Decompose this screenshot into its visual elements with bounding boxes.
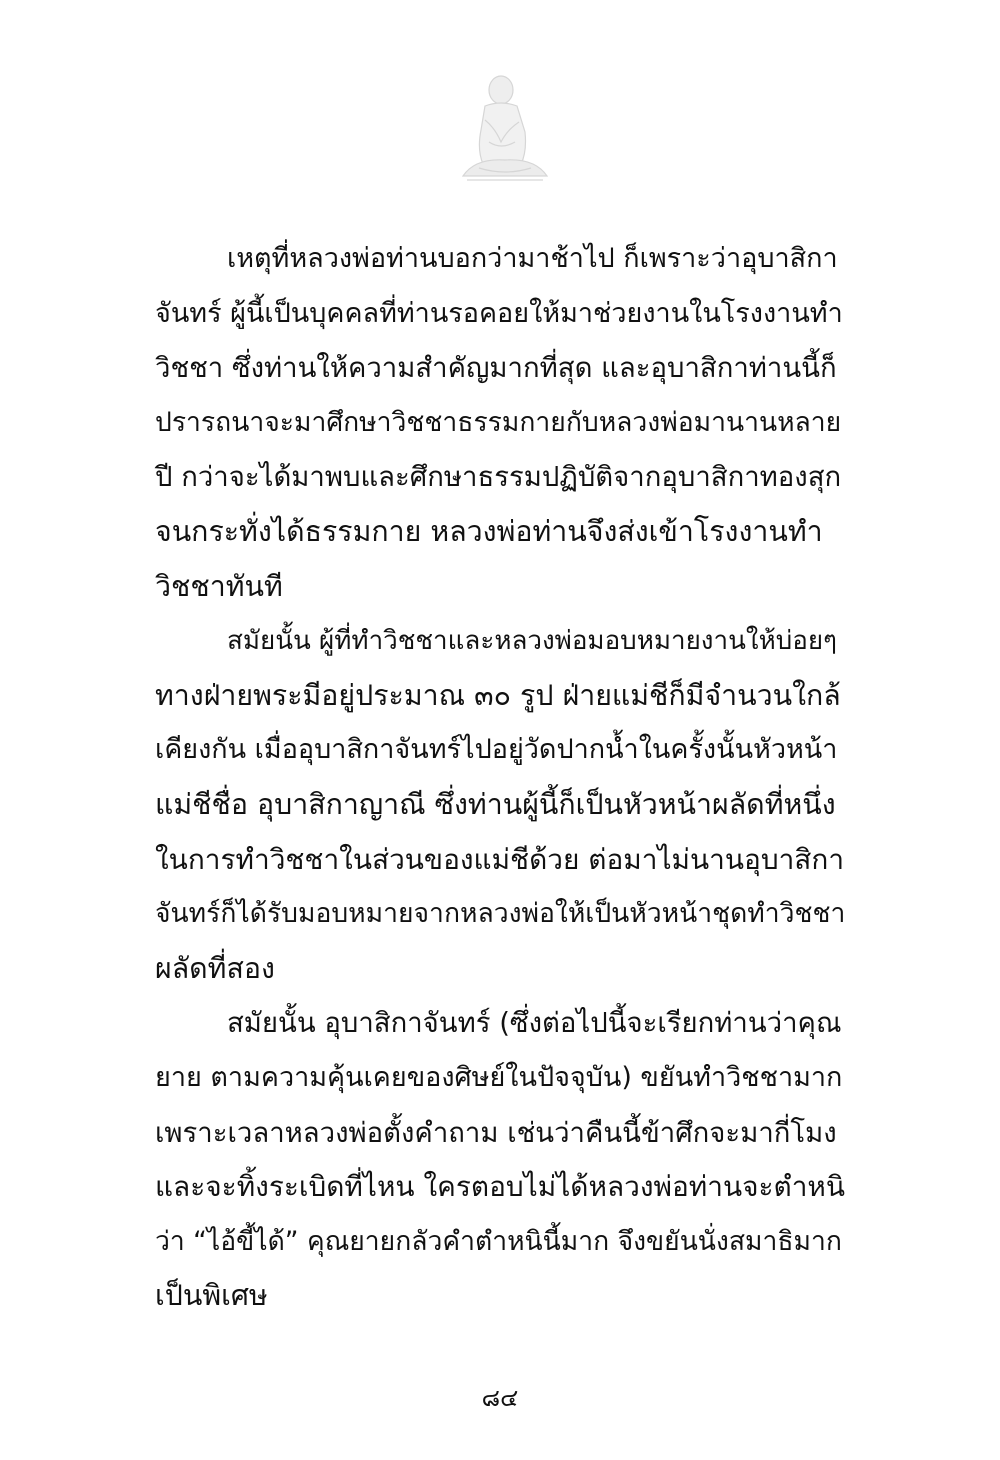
text-line: จันทร์ก็ได้รับมอบหมายจากหลวงพ่อให้เป็นหัวหน้าชุดทำวิชชา xyxy=(155,898,846,930)
page-number: ๘๔ xyxy=(481,1384,519,1412)
text-line: และจะทิ้งระเบิดที่ไหน ใครตอบไม่ได้หลวงพ่อท่านจะตำหนิ xyxy=(155,1170,846,1204)
text-line: จันทร์ ผู้นี้เป็นบุคคลที่ท่านรอคอยให้มาช่วยงานในโรงงานทำ xyxy=(155,297,843,329)
text-line: จนกระทั่งได้ธรรมกาย หลวงพ่อท่านจึงส่งเข้าโรงงานทำ xyxy=(155,514,823,548)
text-line: เพราะเวลาหลวงพ่อตั้งคำถาม เช่นว่าคืนนี้ข้าศึกจะมากี่โมง xyxy=(155,1116,837,1149)
seated-monk-figure xyxy=(455,72,555,187)
text-line: แม่ชีชื่อ อุบาสิกาญาณี ซึ่งท่านผู้นี้ก็เป็นหัวหน้าผลัดที่หนึ่ง xyxy=(155,787,836,821)
text-line: สมัยนั้น ผู้ที่ทำวิชชาและหลวงพ่อมอบหมายงานให้บ่อยๆ xyxy=(227,626,838,657)
text-line: วิชชา ซึ่งท่านให้ความสำคัญมากที่สุด และอุบาสิกาท่านนี้ก็ xyxy=(155,352,837,385)
text-line: เหตุที่หลวงพ่อท่านบอกว่ามาช้าไป ก็เพราะว่าอุบาสิกา xyxy=(227,243,838,274)
text-line: วิชชาทันที xyxy=(155,569,283,603)
text-line: ปรารถนาจะมาศึกษาวิชชาธรรมกายกับหลวงพ่อมานานหลาย xyxy=(155,406,842,438)
text-line: เป็นพิเศษ xyxy=(155,1279,268,1313)
body-text xyxy=(155,232,845,1324)
text-line: ผลัดที่สอง xyxy=(155,951,275,985)
text-line: สมัยนั้น อุบาสิกาจันทร์ (ซึ่งต่อไปนี้จะเรียกท่านว่าคุณ xyxy=(227,1007,842,1040)
text-line: ยาย ตามความคุ้นเคยของศิษย์ในปัจจุบัน) ขยันทำวิชชามาก xyxy=(155,1061,843,1093)
text-line: เคียงกัน เมื่ออุบาสิกาจันทร์ไปอยู่วัดปากน้ำในครั้งนั้นหัวหน้า xyxy=(155,734,838,766)
text-line: ว่า “ไอ้ขี้ได้” คุณยายกลัวคำตำหนินี้มาก จึงขยันนั่งสมาธิมาก xyxy=(155,1225,842,1257)
text-line: ในการทำวิชชาในส่วนของแม่ชีด้วย ต่อมาไม่นานอุบาสิกา xyxy=(155,842,845,876)
seated-monk-emblem xyxy=(455,72,555,187)
text-line: ปี กว่าจะได้มาพบและศึกษาธรรมปฏิบัติจากอุบาสิกาทองสุก xyxy=(155,461,842,494)
text-line: ทางฝ่ายพระมีอยู่ประมาณ ๓๐ รูป ฝ่ายแม่ชีก็มีจำนวนใกล้ xyxy=(155,678,841,712)
